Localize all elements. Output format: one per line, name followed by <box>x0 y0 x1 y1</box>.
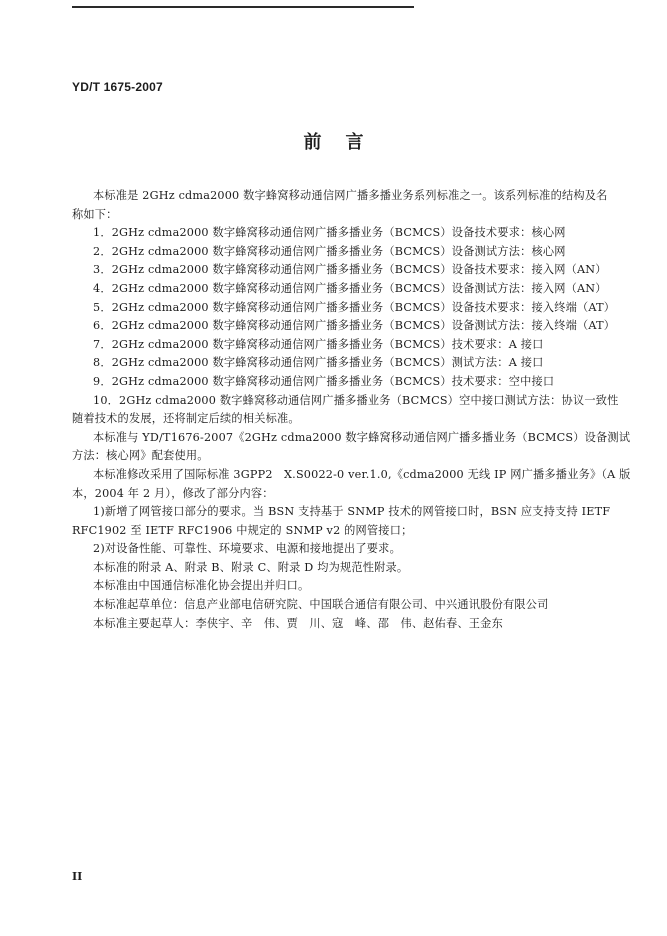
body-line: 本标准起草单位：信息产业部电信研究院、中国联合通信有限公司、中兴通讯股份有限公司 <box>93 598 549 612</box>
body-line: 10．2GHz cdma2000 数字蜂窝移动通信网广播多播业务（BCMCS）空中接口测试方法：协议一致性 <box>93 393 619 407</box>
body-line: 方法：核心网》配套使用。 <box>72 449 209 463</box>
body-line: 4．2GHz cdma2000 数字蜂窝移动通信网广播多播业务（BCMCS）设备测试方法：接入网（AN） <box>93 281 607 295</box>
body-line: 8．2GHz cdma2000 数字蜂窝移动通信网广播多播业务（BCMCS）测试方法：A 接口 <box>93 356 544 370</box>
body-line: 本标准的附录 A、附录 B、附录 C、附录 D 均为规范性附录。 <box>93 560 409 574</box>
body-line: 9．2GHz cdma2000 数字蜂窝移动通信网广播多播业务（BCMCS）技术要求：空中接口 <box>93 374 555 388</box>
body-line: 3．2GHz cdma2000 数字蜂窝移动通信网广播多播业务（BCMCS）设备技术要求：接入网（AN） <box>93 263 607 277</box>
body-line: 本标准是 2GHz cdma2000 数字蜂窝移动通信网广播多播业务系列标准之一。该系列标准的结构及名 <box>93 189 608 202</box>
body-line: 本，2004 年 2 月），修改了部分内容： <box>72 486 274 500</box>
body-line: 6．2GHz cdma2000 数字蜂窝移动通信网广播多播业务（BCMCS）设备测试方法：接入终端（AT） <box>93 319 616 333</box>
top-border-rule <box>72 6 414 8</box>
page-title: 前言 <box>303 132 388 153</box>
body-line: 随着技术的发展，还将制定后续的相关标准。 <box>72 412 300 426</box>
body-line: 1．2GHz cdma2000 数字蜂窝移动通信网广播多播业务（BCMCS）设备技术要求：核心网 <box>93 226 566 240</box>
body-line: 7．2GHz cdma2000 数字蜂窝移动通信网广播多播业务（BCMCS）技术要求：A 接口 <box>93 337 544 351</box>
body-line: 称如下： <box>72 207 118 221</box>
body-line: 本标准修改采用了国际标准 3GPP2 X.S0022-0 ver.1.0,《cdma2000 无线 IP 网广播多播业务》（A 版 <box>93 467 631 481</box>
body-line: 本标准与 YD/T1676-2007《2GHz cdma2000 数字蜂窝移动通信网广播多播业务（BCMCS）设备测试 <box>93 430 631 444</box>
foreword-body <box>72 187 631 633</box>
body-line: 本标准由中国通信标准化协会提出并归口。 <box>93 579 310 593</box>
body-line: 1)新增了网管接口部分的要求。当 BSN 支持基于 SNMP 技术的网管接口时，BSN 应支持支持 IETF <box>93 505 611 519</box>
body-line: 2．2GHz cdma2000 数字蜂窝移动通信网广播多播业务（BCMCS）设备测试方法：核心网 <box>93 244 566 258</box>
page-number: II <box>72 870 83 883</box>
document-code: YD/T 1675-2007 <box>72 80 163 94</box>
body-line: 本标准主要起草人：李侠宇、辛 伟、贾 川、寇 峰、邵 伟、赵佑春、王金东 <box>93 616 503 630</box>
body-line: 5．2GHz cdma2000 数字蜂窝移动通信网广播多播业务（BCMCS）设备技术要求：接入终端（AT） <box>93 300 616 314</box>
body-line: RFC1902 至 IETF RFC1906 中规定的 SNMP v2 的网管接口； <box>72 523 413 537</box>
body-line: 2)对设备性能、可靠性、环境要求、电源和接地提出了要求。 <box>93 542 401 556</box>
